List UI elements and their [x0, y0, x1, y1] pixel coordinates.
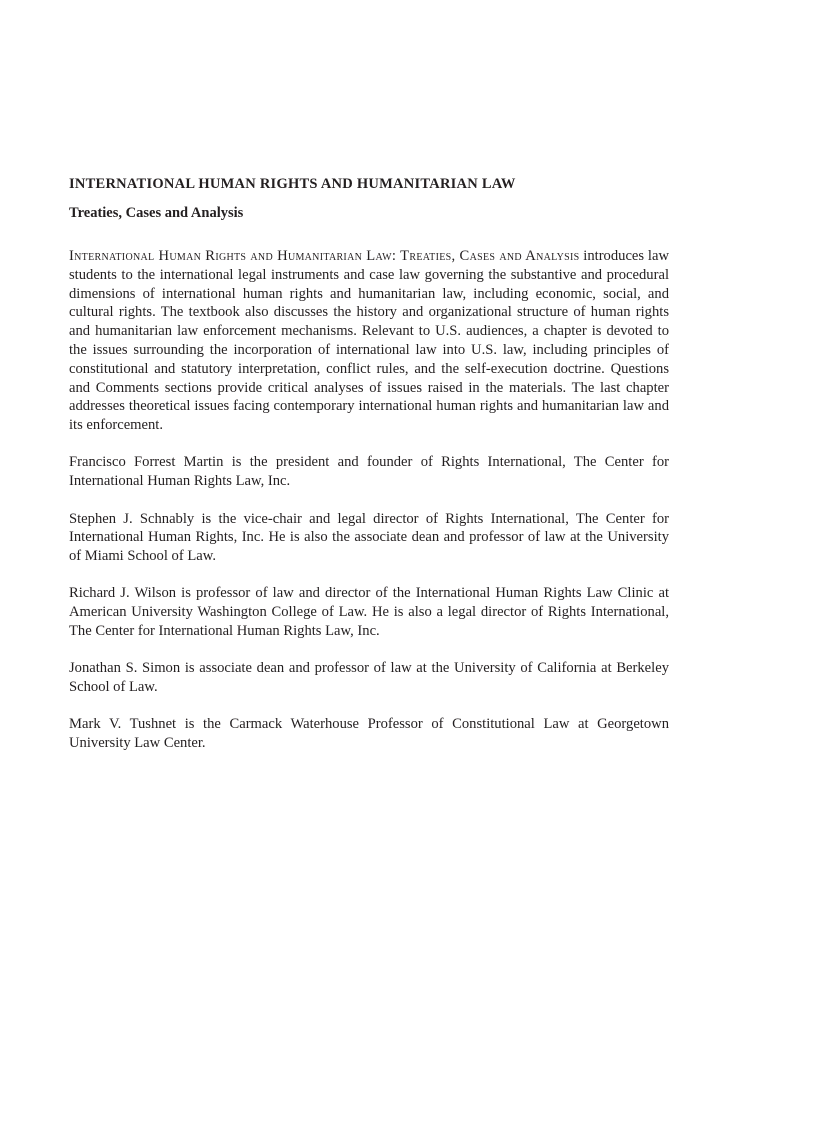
book-subtitle: Treaties, Cases and Analysis — [69, 205, 244, 221]
description-title-smallcaps: International Human Rights and Humanitarian Law: Treaties, Cases and Analysis — [69, 248, 580, 264]
author-bio-tushnet: Mark V. Tushnet is the Carmack Waterhouse Professor of Constitutional Law at Georgetown University Law Center. — [69, 716, 669, 752]
author-bio-schnably: Stephen J. Schnably is the vice-chair and legal director of Rights International, The Center for International Human Rights, Inc. He is also the associate dean and professor of law at the University of Miami School of Law. — [69, 510, 669, 565]
author-bio-martin: Francisco Forrest Martin is the president and founder of Rights International, The Center for International Human Rights Law, Inc. — [69, 454, 669, 490]
description-body: introduces law students to the international legal instruments and case law governing the substantive and procedural dimensions of international human rights and humanitarian law, including economic, social, and cultural rights. The textbook also discusses the history and organizational structure of human rights and humanitarian law enforcement mechanisms. Relevant to U.S. audiences, a chapter is devoted to the issues surrounding the incorporation of international law into U.S. law, including principles of constitutional and statutory interpretation, conflict rules, and the self-execution doctrine. Questions and Comments sections provide critical analyses of issues raised in the materials. The last chapter addresses theoretical issues facing contemporary international human rights and humanitarian law and its enforcement. — [69, 248, 669, 434]
book-description — [69, 247, 669, 435]
book-title: INTERNATIONAL HUMAN RIGHTS AND HUMANITARIAN LAW — [69, 176, 516, 192]
author-bio-wilson: Richard J. Wilson is professor of law and director of the International Human Rights Law Clinic at American University Washington College of Law. He is also a legal director of Rights International, The Center for International Human Rights Law, Inc. — [69, 585, 669, 640]
document-page — [69, 174, 669, 753]
author-bio-simon: Jonathan S. Simon is associate dean and professor of law at the University of California at Berkeley School of Law. — [69, 660, 669, 696]
